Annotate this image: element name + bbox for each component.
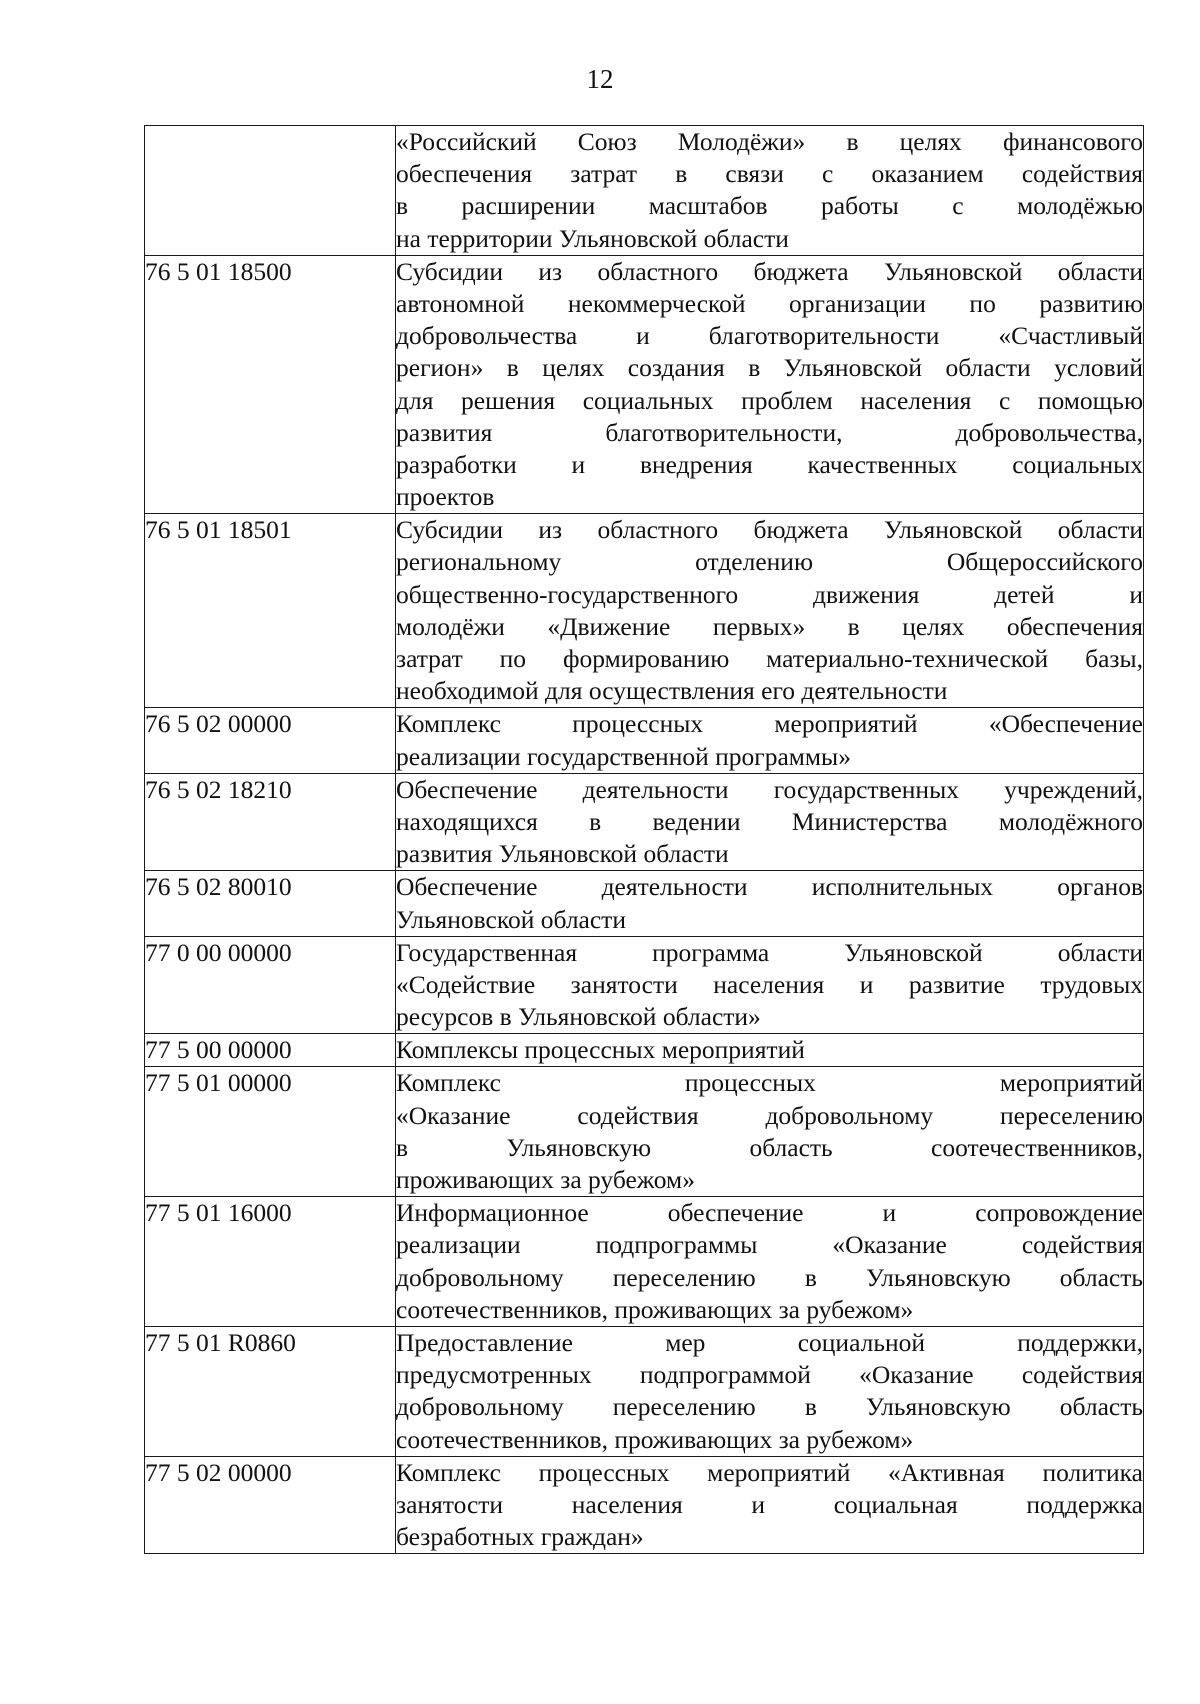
description-line: проектов — [396, 482, 495, 512]
row-code-cell: 76 5 01 18501 — [145, 514, 396, 708]
table-row — [145, 1197, 1144, 1327]
description-line: занятости населения и социальная поддержка — [396, 1489, 1143, 1519]
row-description-cell — [396, 1034, 1144, 1067]
description-line: Субсидии из областного бюджета Ульяновской области — [396, 515, 1143, 545]
description-line: Субсидии из областного бюджета Ульяновской области — [396, 256, 1143, 286]
description-line: безработных граждан» — [396, 1522, 644, 1552]
description-line: затрат по формированию материально-технической базы, — [396, 644, 1143, 673]
row-code-cell: 77 0 00 00000 — [145, 936, 396, 1034]
row-code-cell: 76 5 02 00000 — [145, 708, 396, 773]
description-line: автономной некоммерческой организации по развитию — [396, 288, 1143, 318]
description-line: необходимой для осуществления его деятельности — [396, 676, 948, 706]
description-line: молодёжи «Движение первых» в целях обеспечения — [396, 611, 1143, 641]
description-line: в расширении масштабов работы с молодёжью — [396, 191, 1143, 221]
description-line: проживающих за рубежом» — [396, 1165, 695, 1194]
row-code-cell: 77 5 01 R0860 — [145, 1326, 396, 1456]
description-line: находящихся в ведении Министерства молодёжного — [396, 806, 1143, 836]
description-line: Информационное обеспечение и сопровождение — [396, 1198, 1143, 1228]
description-line: Ульяновской области — [396, 904, 626, 934]
table-row — [145, 1456, 1144, 1554]
description-line: Предоставление мер социальной поддержки, — [396, 1327, 1143, 1357]
row-description-cell — [396, 1197, 1144, 1327]
description-line: Комплекс процессных мероприятий — [396, 1068, 1143, 1098]
table-row — [145, 871, 1144, 936]
row-description-cell — [396, 255, 1144, 514]
row-code-cell: 77 5 01 00000 — [145, 1067, 396, 1197]
description-line: добровольчества и благотворительности «Счастливый — [396, 321, 1143, 351]
table-row — [145, 1326, 1144, 1456]
description-line: развития благотворительности, добровольчества, — [396, 417, 1143, 447]
description-line: «Оказание содействия добровольному переселению — [396, 1100, 1143, 1130]
table-row — [145, 255, 1144, 514]
budget-classification-table — [144, 125, 1144, 1554]
row-description-cell — [396, 773, 1144, 871]
description-line: Комплексы процессных мероприятий — [396, 1035, 805, 1065]
row-code-cell: 76 5 02 80010 — [145, 871, 396, 936]
description-line: «Содействие занятости населения и развитие трудовых — [396, 969, 1143, 999]
description-line: региональному отделению Общероссийского — [396, 547, 1143, 577]
description-line: реализации государственной программы» — [396, 741, 851, 771]
row-description-cell — [396, 708, 1144, 773]
description-line: для решения социальных проблем населения с помощью — [396, 385, 1143, 415]
table-row — [145, 126, 1144, 256]
description-line: соотечественников, проживающих за рубежом» — [396, 1294, 914, 1324]
row-description-cell — [396, 1456, 1144, 1554]
description-line: Обеспечение деятельности государственных учреждений, — [396, 774, 1143, 804]
row-code-cell — [145, 126, 396, 256]
description-line: разработки и внедрения качественных социальных — [396, 449, 1143, 479]
table-row — [145, 936, 1144, 1034]
row-code-cell: 76 5 02 18210 — [145, 773, 396, 871]
table-row — [145, 1067, 1144, 1197]
description-line: «Российский Союз Молодёжи» в целях финансового — [396, 127, 1143, 156]
description-line: добровольному переселению в Ульяновскую область — [396, 1262, 1143, 1292]
row-code-cell: 76 5 01 18500 — [145, 255, 396, 514]
description-line: добровольному переселению в Ульяновскую область — [396, 1392, 1143, 1422]
row-description-cell — [396, 1326, 1144, 1456]
row-description-cell — [396, 936, 1144, 1034]
description-line: на территории Ульяновской области — [396, 223, 789, 253]
description-line: в Ульяновскую область соотечественников, — [396, 1132, 1143, 1162]
description-line: обеспечения затрат в связи с оказанием содействия — [396, 159, 1143, 189]
row-code-cell: 77 5 02 00000 — [145, 1456, 396, 1554]
description-line: Комплекс процессных мероприятий «Обеспечение — [396, 709, 1143, 739]
row-description-cell — [396, 514, 1144, 708]
description-line: Государственная программа Ульяновской области — [396, 937, 1143, 967]
table-row — [145, 1034, 1144, 1067]
description-line: Комплекс процессных мероприятий «Активная политика — [396, 1457, 1143, 1487]
description-line: развития Ульяновской области — [396, 839, 729, 869]
description-line: общественно-государственного движения детей и — [396, 579, 1143, 609]
table-row — [145, 773, 1144, 871]
page-number: 12 — [586, 64, 614, 94]
row-code-cell: 77 5 00 00000 — [145, 1034, 396, 1067]
table-row — [145, 514, 1144, 708]
row-description-cell — [396, 1067, 1144, 1197]
description-line: Обеспечение деятельности исполнительных органов — [396, 872, 1143, 902]
description-line: регион» в целях создания в Ульяновской области условий — [396, 353, 1143, 383]
description-line: предусмотренных подпрограммой «Оказание содействия — [396, 1360, 1143, 1390]
description-line: реализации подпрограммы «Оказание содействия — [396, 1230, 1143, 1260]
row-description-cell — [396, 871, 1144, 936]
row-code-cell: 77 5 01 16000 — [145, 1197, 396, 1327]
row-description-cell — [396, 126, 1144, 256]
description-line: ресурсов в Ульяновской области» — [396, 1002, 761, 1032]
table-body — [145, 126, 1144, 1554]
description-line: соотечественников, проживающих за рубежом» — [396, 1424, 914, 1454]
table-row — [145, 708, 1144, 773]
